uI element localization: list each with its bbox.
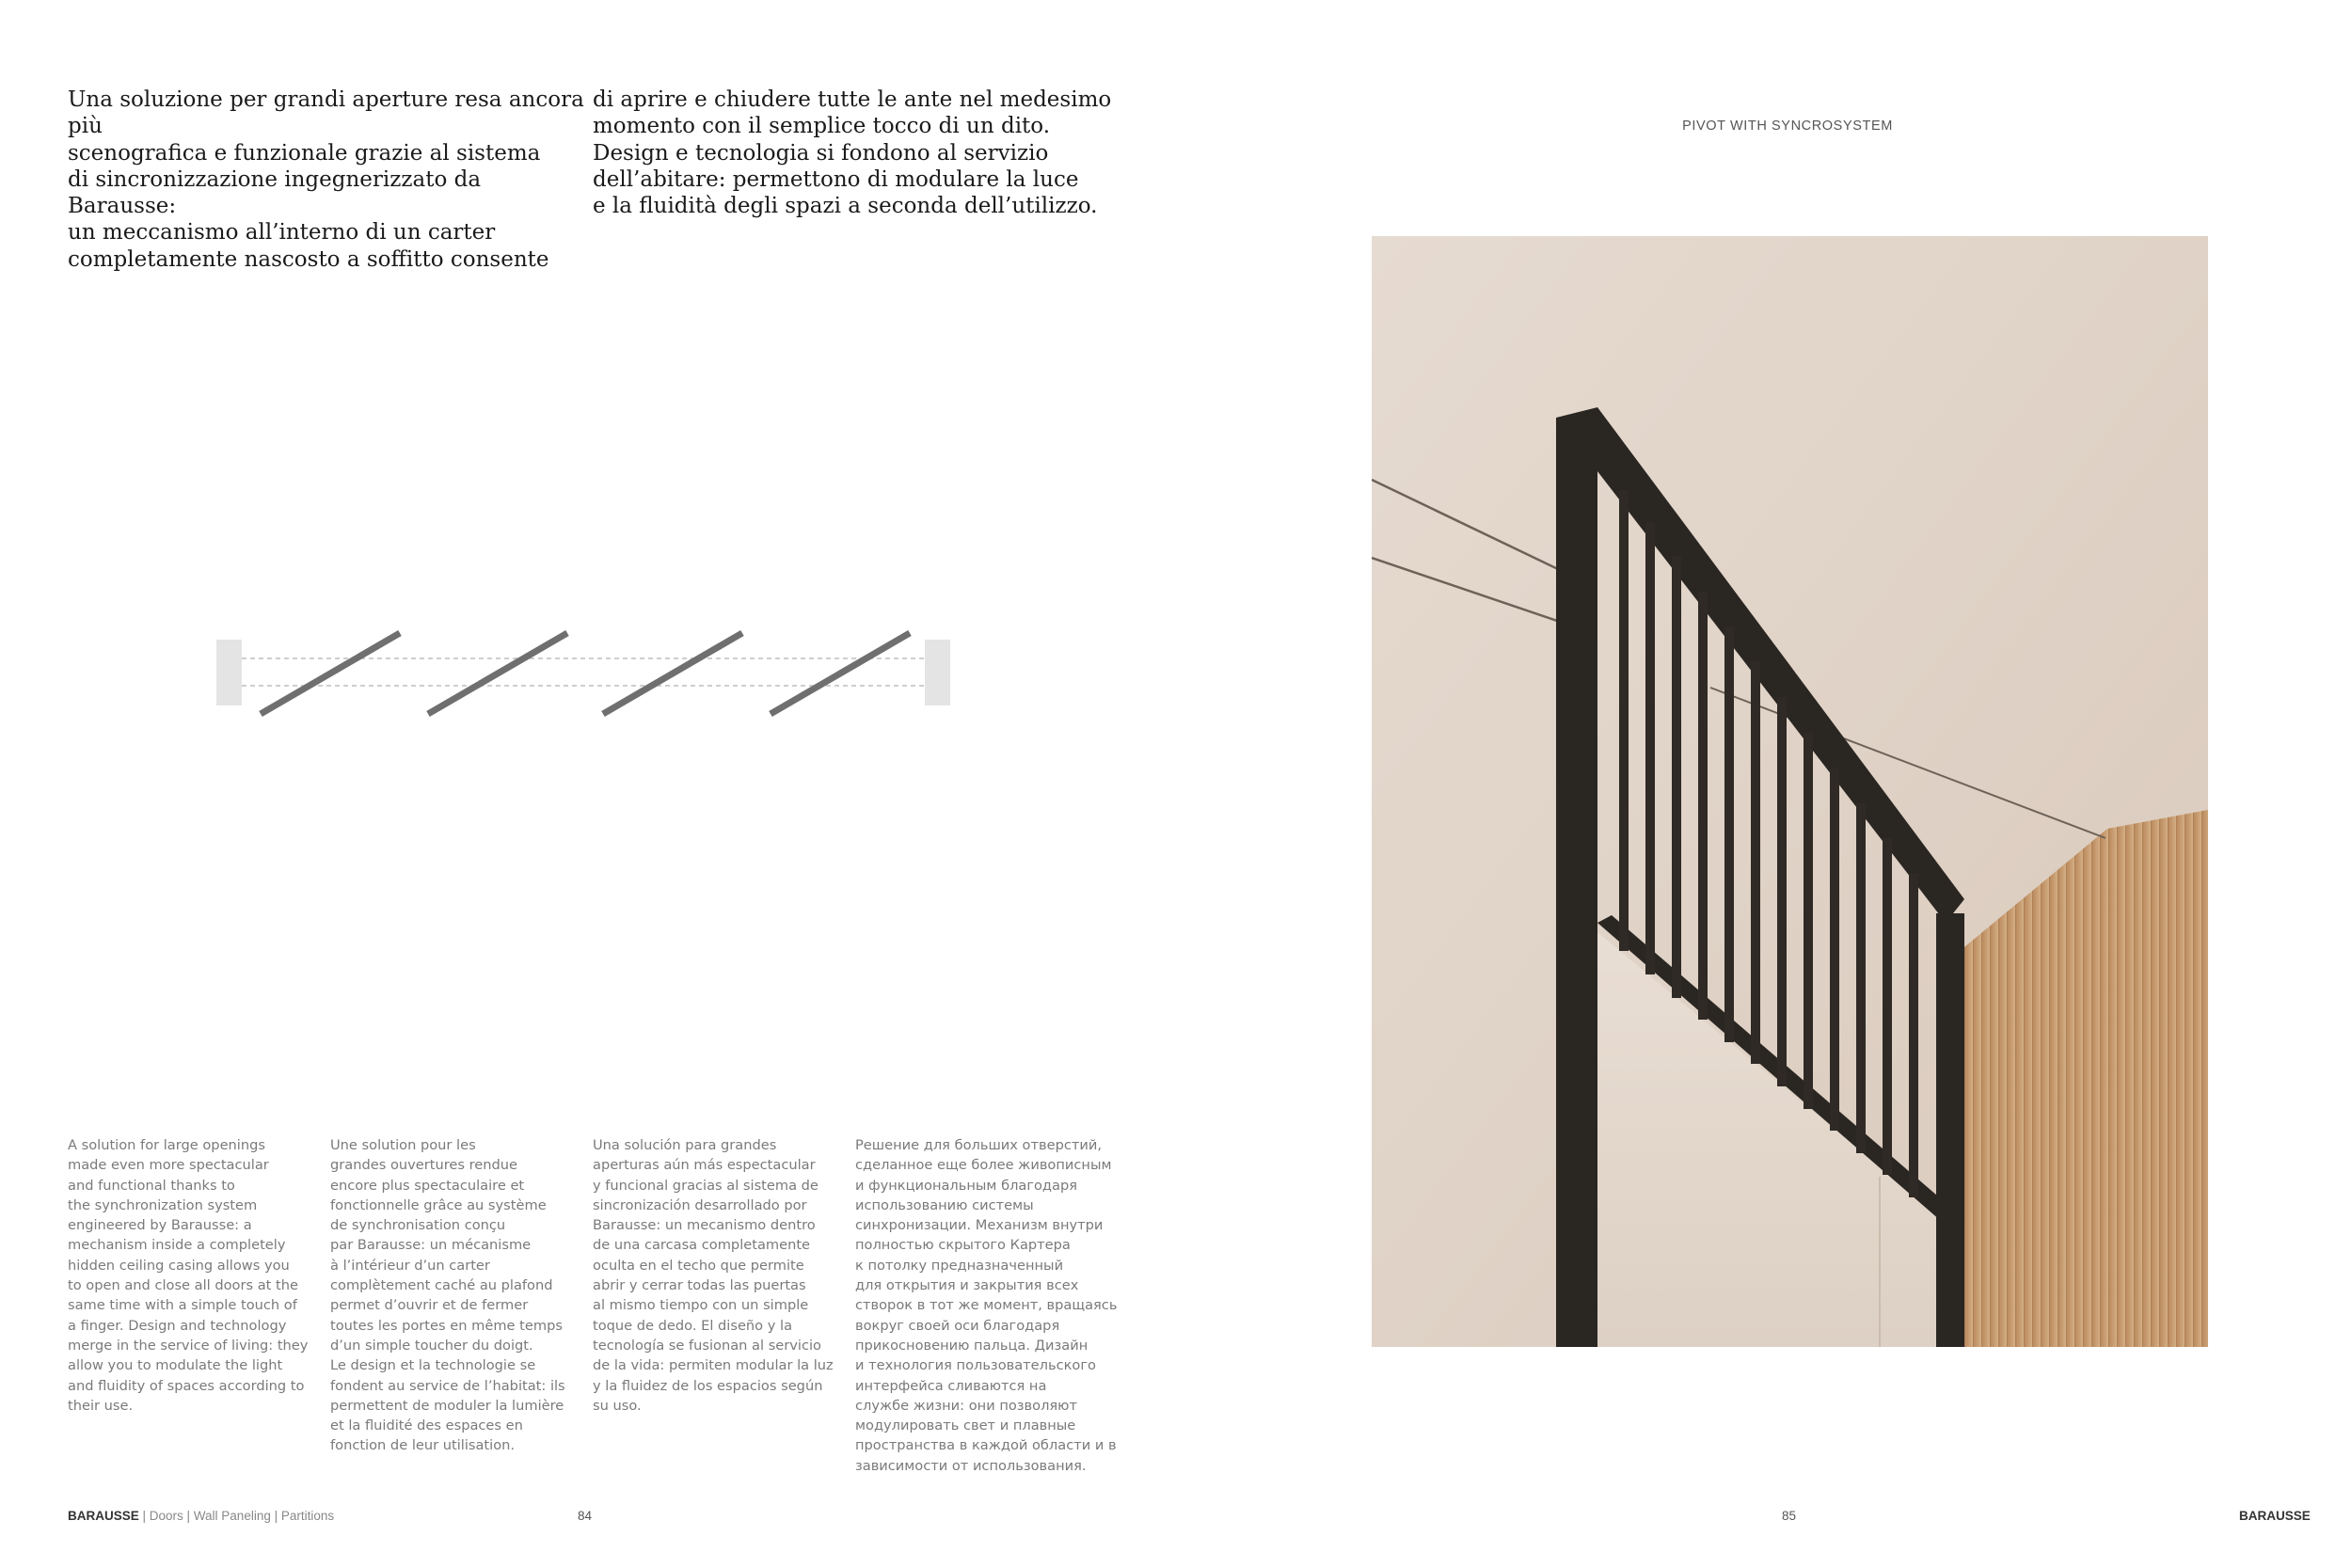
- section-label: PIVOT WITH SYNCROSYSTEM: [1682, 119, 1893, 134]
- door-frame-left: [1556, 418, 1597, 1347]
- footer-brand-left: [68, 1509, 334, 1523]
- door-panel-3: [603, 633, 742, 714]
- footer-categories: Doors | Wall Paneling | Partitions: [149, 1509, 335, 1523]
- pivot-door-plan-diagram: [212, 626, 955, 724]
- pivot-door-photo: [1372, 236, 2208, 1347]
- footer-brand-right: BARAUSSE: [2239, 1509, 2311, 1523]
- description-english: A solution for large openings made even more spectacular and functional thanks to the synchronization system engineered by Barausse: a mechanism inside a completely hidden ceiling casing allows you to open and close all doors at the same time with a simple touch of a finger. Design and technology merge in the service of living: they allow you to modulate the light and fluidity of spaces according to their use.: [68, 1137, 309, 1414]
- description-russian: Решение для больших отверстий, сделанное еще более живописным и функциональным благодаря использованию системы синхронизации. Механизм внутри полностью скрытого Картера к потолку предназначенный для открытия и закрытия всех створок в тот же момент, вращаясь вокруг своей оси благодаря прикосновению пальца. Дизайн и технология пользовательского интерфейса сливаются на службе жизни: они позволяют модулировать свет и плавные пространства в каждой области и в зависимости от использования.: [855, 1137, 1118, 1474]
- door-frame-right: [1936, 913, 1964, 1347]
- description-french: Une solution pour les grandes ouvertures rendue encore plus spectaculaire et fonctionnelle grâce au système de synchronisation conçu par Barausse: un mécanisme à l’intérieur d’un carter complètement caché au plafond permet d’ouvrir et de fermer toutes les portes en même temps d’un simple toucher du doigt. Le design et la technologie se fondent au service de l’habitat: ils permettent de moduler la lumière et la fluidité des espaces en fonction de leur utilisation.: [330, 1137, 565, 1454]
- footer-separator: |: [138, 1509, 150, 1523]
- door-panel-4: [771, 633, 910, 714]
- door-panel-2: [428, 633, 567, 714]
- intro-text-italian-column-1: Una soluzione per grandi aperture resa ancora più scenografica e funzionale grazie al sistema di sincronizzazione ingegnerizzato da Barausse: un meccanismo all’interno di un carter completamente nascosto a soffitto consente: [68, 87, 584, 272]
- intro-text-italian-column-2: di aprire e chiudere tutte le ante nel medesimo momento con il semplice tocco di un dito. Design e tecnologia si fondono al servizio dell’abitare: permettono di modulare la luce e la fluidità degli spazi a seconda dell’utilizzo.: [593, 87, 1112, 219]
- left-wall-jamb: [216, 640, 242, 705]
- page-number-left: 84: [578, 1509, 593, 1523]
- page-number-right: 85: [1782, 1509, 1797, 1523]
- description-spanish: Una solución para grandes aperturas aún más espectacular y funcional gracias al sistema de sincronización desarrollado por Barausse: un mecanismo dentro de una carcasa completamente oculta en el techo que permite abrir y cerrar todas las puertas al mismo tiempo con un simple toque de dedo. El diseño y la tecnología se fusionan al servicio de la vida: permiten modular la luz y la fluidez de los espacios según su uso.: [593, 1137, 834, 1414]
- footer-brand-name: BARAUSSE: [68, 1509, 139, 1523]
- right-wall-jamb: [925, 640, 950, 705]
- pivot-door-illustration: [1372, 236, 2208, 1347]
- door-panel-1: [261, 633, 400, 714]
